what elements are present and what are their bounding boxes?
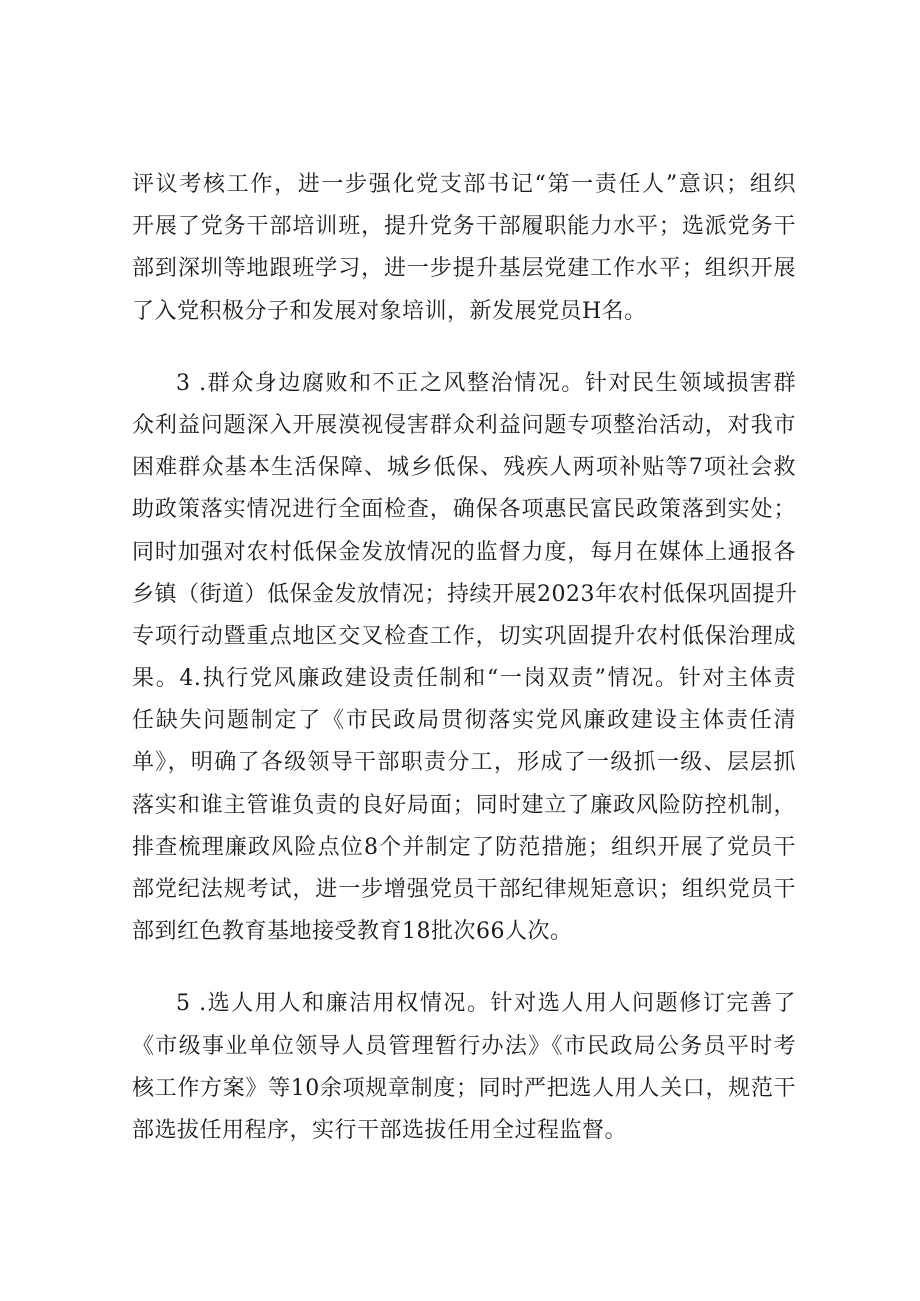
text-line: 部选拔任用程序，实行干部选拔任用全过程监督。 — [132, 1117, 628, 1143]
text-line: 《市级事业单位领导人员管理暂行办法》《市民政局公务员平时考 — [132, 1033, 796, 1059]
text-line: 专项行动暨重点地区交叉检查工作，切实巩固提升农村低保治理成 — [132, 623, 796, 649]
text-line: 果。4.执行党风廉政建设责任制和“一岗双责”情况。针对主体责 — [132, 666, 796, 692]
paragraph-corruption-rectification — [132, 363, 796, 954]
text-line: 部党纪法规考试，进一步增强党员干部纪律规矩意识；组织党员干 — [132, 877, 796, 902]
text-line: 任缺失问题制定了《市民政局贯彻落实党风廉政建设主体责任清 — [132, 708, 796, 734]
text-line: 部到深圳等地跟班学习，进一步提升基层党建工作水平；组织开展 — [132, 256, 796, 282]
text-line: 核工作方案》等10余项规章制度；同时严把选人用人关口，规范干 — [132, 1075, 796, 1101]
text-line: 众利益问题深入开展漠视侵害群众利益问题专项整治活动，对我市 — [132, 412, 796, 438]
text-line: 助政策落实情况进行全面检查，确保各项惠民富民政策落到实处； — [132, 497, 796, 523]
text-line: 开展了党务干部培训班，提升党务干部履职能力水平；选派党务干 — [132, 214, 796, 240]
text-line: 部到红色教育基地接受教育18批次66人次。 — [132, 919, 573, 945]
paragraph-party-training — [132, 164, 796, 333]
paragraph-personnel-selection — [132, 983, 796, 1152]
text-line: 3 .群众身边腐败和不正之风整治情况。针对民生领域损害群 — [176, 370, 796, 396]
text-line: 排查梳理廉政风险点位8个并制定了防范措施；组织开展了党员干 — [132, 834, 796, 860]
text-line: 单》，明确了各级领导干部职责分工，形成了一级抓一级、层层抓 — [132, 750, 796, 776]
text-line: 乡镇（街道）低保金发放情况；持续开展2023年农村低保巩固提升 — [132, 581, 798, 607]
document-body — [132, 164, 796, 1152]
text-line: 同时加强对农村低保金发放情况的监督力度，每月在媒体上通报各 — [132, 539, 796, 565]
text-line: 评议考核工作，进一步强化党支部书记“第一责任人”意识；组织 — [132, 172, 796, 197]
text-line: 5 .选人用人和廉洁用权情况。针对选人用人问题修订完善了 — [176, 991, 796, 1017]
text-line: 困难群众基本生活保障、城乡低保、残疾人两项补贴等7项社会救 — [132, 455, 796, 481]
text-line: 落实和谁主管谁负责的良好局面；同时建立了廉政风险防控机制， — [132, 792, 796, 818]
text-line: 了入党积极分子和发展对象培训，新发展党员H名。 — [132, 298, 647, 324]
